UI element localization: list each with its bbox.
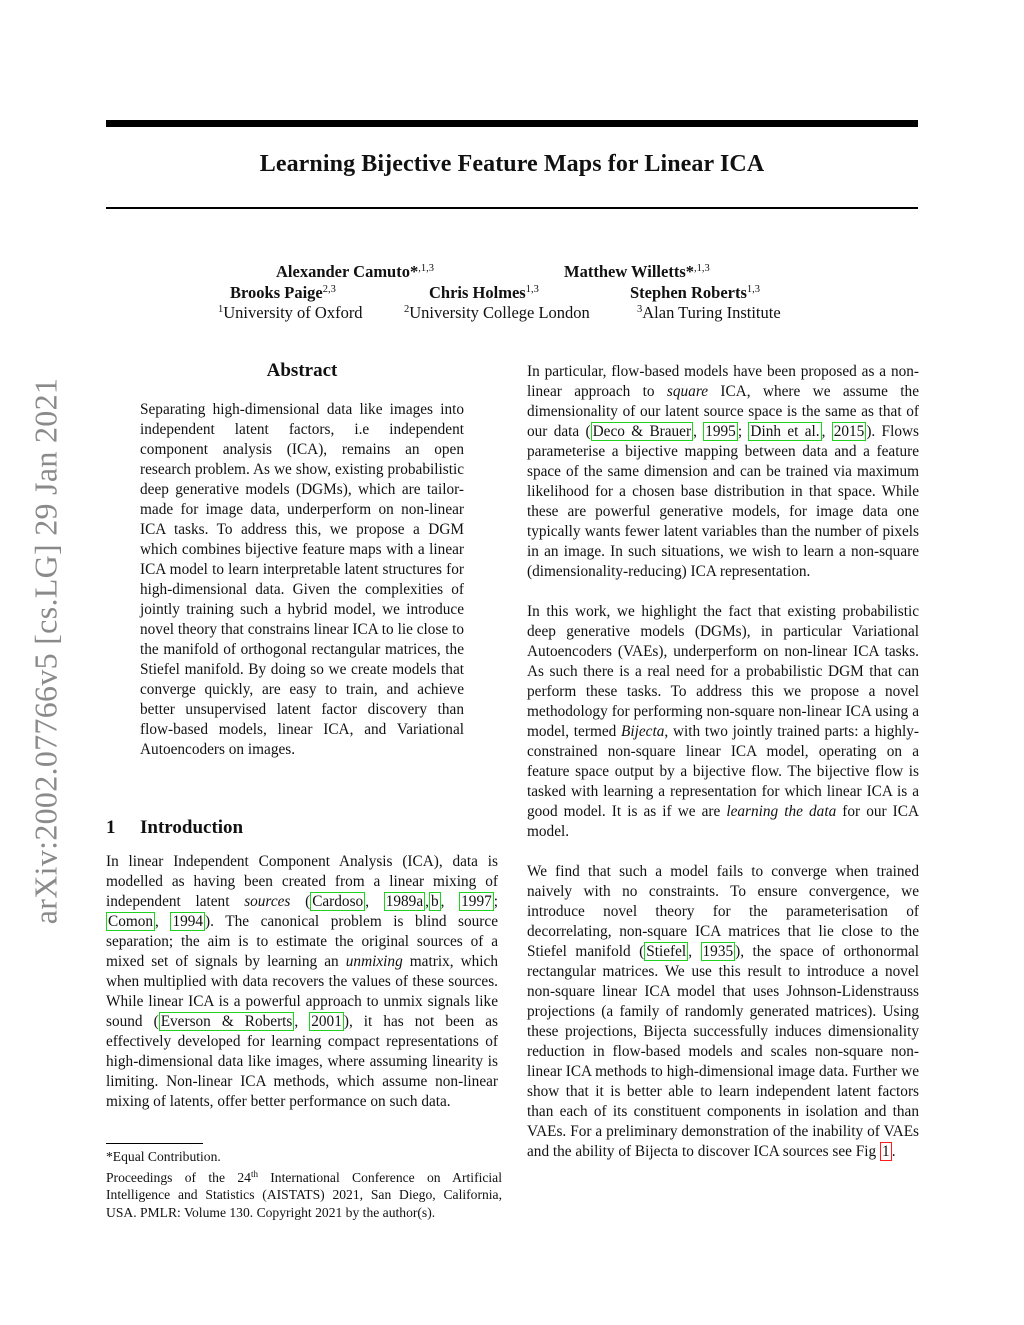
citation-link[interactable]: 1994 <box>172 913 204 930</box>
footnote-rule <box>106 1143 203 1144</box>
top-rule <box>106 120 918 127</box>
author-camuto: Alexander Camuto*$^{,1,3}$ <box>276 262 434 281</box>
footnote-proceedings: Proceedings of the 24th International Conference on Artificial Intelligence and Statistics (AISTATS) 2021, San Diego, California, USA. PMLR: Volume 130. Copyright 2021 by the author(s). <box>106 1168 502 1220</box>
citation-link[interactable]: Stiefel <box>646 943 687 960</box>
footnote-equal-contribution: *Equal Contribution. <box>106 1149 221 1164</box>
citation-link[interactable]: 1997 <box>461 893 492 910</box>
right-paragraph-2: In this work, we highlight the fact that existing probabilistic deep generative models (DGMs), in particular Variational Autoencoders (VAEs), underperform on non-linear ICA tasks. As such there is a real need for a probabilistic DGM that can perform these tasks. To address this we propose a novel methodology for performing non-square non-linear ICA using a model, termed Bijecta, with two jointly trained parts: a highly-constrained non-square linear ICA model, operating on a feature space output by a bijective flow. The bijective flow is tasked with learning a representation for which linear ICA is a good model. It is as if we are learning the data for our ICA model. <box>527 603 919 840</box>
citation-link[interactable]: 1995 <box>705 423 736 440</box>
citation-link[interactable]: Cardoso <box>312 893 364 910</box>
abstract-heading: Abstract <box>266 360 338 381</box>
title-rule <box>106 207 918 209</box>
citation-link[interactable]: 1935 <box>702 943 734 960</box>
abstract-text: Separating high-dimensional data like images into independent latent factors, i.e independent component analysis (ICA), remains an open research problem. As we show, existing probabilistic deep generative models (DGMs), which are tailor-made for image data, underperform on non-linear ICA tasks. To address this, we propose a DGM which combines bijective feature maps with a linear ICA model to learn interpretable latent structures for high-dimensional data. Given the complexities of jointly training such a hybrid model, we introduce novel theory that constrains linear ICA to lie close to the manifold of orthogonal rectangular matrices, the Stiefel manifold. By doing so we create models that converge quickly, are easy to train, and achieve better unsupervised latent factor discovery than flow-based models, linear ICA, and Variational Autoencoders on images. <box>140 401 464 758</box>
right-paragraph-3: We find that such a model fails to converge when trained naively with no constraints. To ensure convergence, we introduce novel theory for the parameterisation of decorrelating, non-square ICA matrices that lie close to the Stiefel manifold ( Stiefel , 1935 ), the space of orthonormal rectangular matrices. We use this result to introduce a novel non-square linear ICA model that uses Johnson-Lidenstrauss projections (a family of randomly generated matrices). Using these projections, Bijecta successfully induces dimensionality reduction in flow-based models and scales non-square non-linear ICA methods to high-dimensional image data. Further we show that it is better able to learn independent latent factors than each of its constituent components in isolation and than VAEs. For a preliminary demonstration of the inability of VAEs and the ability of Bijecta to discover ICA sources see Fig 1 . <box>527 863 920 1160</box>
introduction-body <box>106 852 498 1112</box>
right-column-body <box>527 362 919 1162</box>
author-paige: Brooks Paige$^{2,3}$ <box>230 283 336 302</box>
citation-link[interactable]: b <box>430 893 439 910</box>
footnotes <box>106 1148 502 1221</box>
citation-link[interactable]: Dinh et al. <box>750 423 820 440</box>
abstract-body <box>140 400 464 760</box>
citation-link[interactable]: Comon <box>108 913 154 930</box>
citation-link[interactable]: Everson & Roberts <box>160 1013 293 1030</box>
section-heading-introduction: 1 Introduction <box>106 817 244 838</box>
author-willetts: Matthew Willetts*$^{,1,3}$ <box>564 262 710 281</box>
affiliation-ucl: $^2$University College London <box>404 303 590 322</box>
affiliation-oxford: $^1$University of Oxford <box>218 303 363 322</box>
citation-link[interactable]: Deco & Brauer <box>592 423 692 440</box>
right-paragraph-1: In particular, flow-based models have been proposed as a non-linear approach to square ICA, where we assume the dimensionality of our latent source space is the same as that of our data ( Deco & Brauer , 1995 ; Dinh et al. , 2015 ). Flows parameterise a bijective mapping between data and a feature space of the same dimension and can be trained via maximum likelihood for a chosen base distribution in that space. While these are powerful generative models, for image data one typically wants fewer latent variables than the number of pixels in an image. In such situations, we wish to learn a non-square (dimensionality-reducing) ICA representation. <box>527 363 919 580</box>
author-holmes: Chris Holmes$^{1,3}$ <box>429 283 539 302</box>
citation-link[interactable]: 2015 <box>833 423 865 440</box>
paper-title: Learning Bijective Feature Maps for Linear ICA <box>259 151 765 177</box>
citation-link[interactable]: 1989a <box>385 893 424 910</box>
author-roberts: Stephen Roberts$^{1,3}$ <box>630 283 761 302</box>
intro-paragraph: In linear Independent Component Analysis (ICA), data is modelled as having been created from a linear mixing of independent latent sources ( Cardoso , 1989a , b , 1997 ; Comon , 1994 ). The canonical problem is blind source separation; the aim is to estimate the original sources of a mixed set of signals by learning an unmixing matrix, which when multiplied with data recovers the values of these sources. While linear ICA is a powerful approach to unmix signals like sound ( Everson & Roberts , 2001 ), it has not been as effectively developed for learning compact representations of high-dimensional data like images, where assuming linearity is limiting. Non-linear ICA methods, which assume non-linear mixing of latents, offer better performance on such data. <box>106 853 498 1110</box>
citation-link[interactable]: 2001 <box>311 1013 342 1030</box>
affiliation-turing: $^3$Alan Turing Institute <box>637 303 781 322</box>
figure-reference-link[interactable]: 1 <box>882 1143 890 1160</box>
